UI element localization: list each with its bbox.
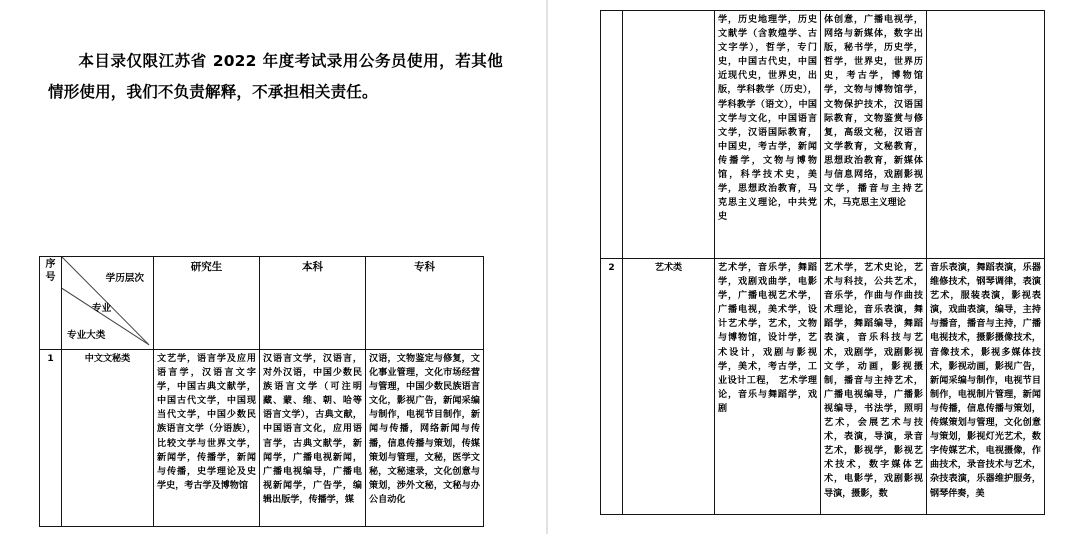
row-index: 1: [40, 350, 62, 527]
row-category: 艺术类: [623, 259, 715, 515]
row-bachelor-majors: 体创意，广播电视学，网络与新媒体，数字出版，秘书学，历史学，哲学，世界史，世界历史，考古学，博物馆学，文物与博物馆学，文物保护技术，汉语国际教育，文物鉴赏与修复，高级文秘，汉语言文学教育，文秘教育，思想政治教育，新媒体与信息网络，戏剧影视文学，播音与主持艺术，马克思主义理论: [821, 11, 927, 259]
row-college-majors: [927, 11, 1045, 259]
catalog-table: [39, 256, 484, 527]
row-graduate-majors: 艺术学，音乐学，舞蹈学，戏剧戏曲学，电影学，广播电视艺术学，广播电视，美术学，设计艺术学，艺术，文物与博物馆，设计学，艺术设计，戏剧与影视学，美术，考古学，工业设计工程， 艺术学理论，音乐与舞蹈学，戏剧: [715, 259, 821, 515]
row-college-majors: 音乐表演，舞蹈表演，乐器维修技术，钢琴调律，表演艺术，服装表演，影视表演，戏曲表演，编导，主持与播音，播音与主持，广播电视技术，摄影摄像技术，音像技术，影视多媒体技术，影视动画，影视广告，新闻采编与制作，电视节目制作，电视制片管理，新闻与传播，信息传播与策划，传媒策划与管理，文化创意与策划，影视灯光艺术，数字传媒艺术，电视摄像，作曲技术，录音技术与艺术，杂技表演，乐器维护服务，钢琴伴奏，美: [927, 259, 1045, 515]
table-row: [601, 259, 1045, 515]
column-header-college: 专科: [366, 257, 484, 350]
column-header-major-category: 专业大类: [67, 330, 106, 342]
column-header-graduate: 研究生: [154, 257, 260, 350]
row-bachelor-majors: 艺术学，艺术史论，艺术与科技，公共艺术，音乐学，作曲与作曲技术理论，音乐表演，舞蹈学，舞蹈编导，舞蹈表演，音乐科技与艺术，戏剧学，戏剧影视文学，动画，影视摄制，播音与主持艺术，广播电视编导，广播影视编导，书法学，照明艺术，会展艺术与技术，表演，导演，录音艺术，影视学，影视艺术技术，数字媒体艺术，电影学，戏剧影视导演，摄影，数: [821, 259, 927, 515]
table-row: [40, 350, 484, 527]
major-catalog-table-right: [600, 10, 1045, 515]
row-college-majors: 汉语，文物鉴定与修复，文化事业管理，文化市场经营与管理，中国少数民族语言文化，影视广告，新闻采编与制作，电视节目制作，新闻与传播，网络新闻与传播，信息传播与策划，传媒策划与管理，文秘，医学文秘，文秘速录，文化创意与策划，涉外文秘，文秘与办公自动化: [366, 350, 484, 527]
column-header-major: 专业: [92, 303, 112, 314]
row-index: 2: [601, 259, 623, 515]
major-catalog-table-left: [39, 256, 484, 527]
table-row: [601, 11, 1045, 259]
header-notice-text: 本目录仅限江苏省 2022 年度考试录用公务员使用，若其他情形使用，我们不负责解释，不承担相关责任。: [48, 51, 503, 101]
page-right: [548, 0, 1080, 534]
row-graduate-majors: 文艺学，语言学及应用语言学，汉语言文字学，中国古典文献学，中国古代文学，中国现当代文学，中国少数民族语言文学（分语族），比较文学与世界文学，新闻学，传播学，新闻与传播，史学理论及史学史，考古学及博物馆: [154, 350, 260, 527]
catalog-table-continued: [600, 10, 1045, 515]
row-category: [623, 11, 715, 259]
row-graduate-majors: 学，历史地理学，历史文献学（含敦煌学、古文字学），哲学，专门史，中国古代史，中国近现代史，世界史，出版，学科教学（历史），学科教学（语文），中国文学与文化，中国语言文学，汉语国际教育，中国史，考古学，新闻传播学，文物与博物馆，科学技术史，美学，思想政治教育，马克思主义理论，中共党史: [715, 11, 821, 259]
table-header-row: [40, 257, 484, 350]
column-header-degree-level: 学历层次: [105, 273, 144, 284]
document-header-notice: [48, 46, 503, 108]
column-header-bachelor: 本科: [260, 257, 366, 350]
column-header-index: 序号: [40, 257, 62, 350]
row-index: [601, 11, 623, 259]
diagonal-header-cell: [62, 257, 154, 350]
row-category: 中文文秘类: [62, 350, 154, 527]
row-bachelor-majors: 汉语言文学，汉语言，对外汉语，中国少数民族语言文学（可注明藏、蒙、维、朝、哈等语言文学），古典文献，中国语言文化，应用语言学，古典文献学，新闻学，广播电视新闻，广播电视编导，广播电视新闻学，广告学，编辑出版学，传播学，媒: [260, 350, 366, 527]
